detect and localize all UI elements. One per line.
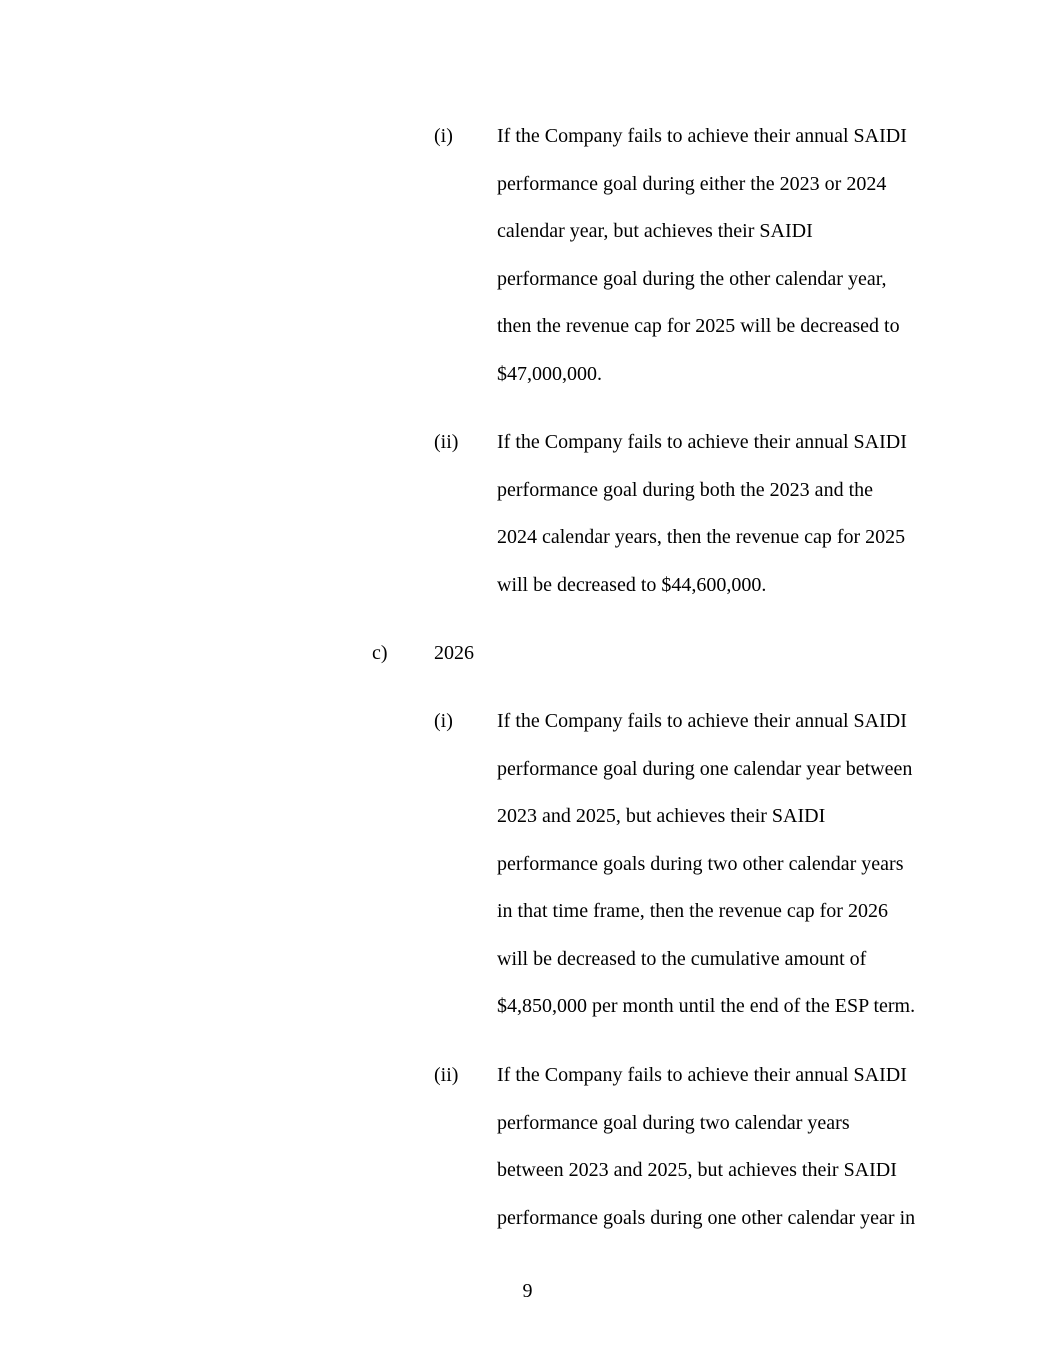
- item-marker: (i): [434, 125, 453, 147]
- item-text-line: will be decreased to the cumulative amount of: [497, 948, 867, 970]
- item-text-line: If the Company fails to achieve their annual SAIDI: [497, 710, 907, 732]
- item-text-line: will be decreased to $44,600,000.: [497, 574, 767, 596]
- item-text-line: between 2023 and 2025, but achieves their SAIDI: [497, 1159, 897, 1181]
- item-text-line: performance goals during one other calendar year in: [497, 1207, 916, 1229]
- section-title: 2026: [434, 642, 474, 664]
- item-text-line: performance goal during the other calendar year,: [497, 268, 887, 290]
- item-text-line: $4,850,000 per month until the end of the ESP term.: [497, 995, 916, 1017]
- item-text-line: in that time frame, then the revenue cap for 2026: [497, 900, 888, 922]
- item-text-line: calendar year, but achieves their SAIDI: [497, 220, 813, 242]
- page-number: 9: [522, 1280, 533, 1302]
- item-marker: (ii): [434, 1064, 459, 1086]
- item-text-line: 2023 and 2025, but achieves their SAIDI: [497, 805, 826, 827]
- item-text-line: performance goal during two calendar years: [497, 1112, 850, 1134]
- item-text-line: performance goal during one calendar year between: [497, 758, 913, 780]
- item-text-line: performance goal during both the 2023 and the: [497, 479, 873, 501]
- section-marker: c): [372, 642, 388, 664]
- item-text-line: performance goals during two other calendar years: [497, 853, 904, 875]
- item-text-line: $47,000,000.: [497, 363, 602, 385]
- item-text-line: If the Company fails to achieve their annual SAIDI: [497, 431, 907, 453]
- item-text-line: then the revenue cap for 2025 will be decreased to: [497, 315, 900, 337]
- item-text-line: performance goal during either the 2023 or 2024: [497, 173, 887, 195]
- item-text-line: If the Company fails to achieve their annual SAIDI: [497, 1064, 907, 1086]
- item-marker: (i): [434, 710, 453, 732]
- item-text-line: 2024 calendar years, then the revenue cap for 2025: [497, 526, 906, 548]
- item-marker: (ii): [434, 431, 459, 453]
- item-text-line: If the Company fails to achieve their annual SAIDI: [497, 125, 907, 147]
